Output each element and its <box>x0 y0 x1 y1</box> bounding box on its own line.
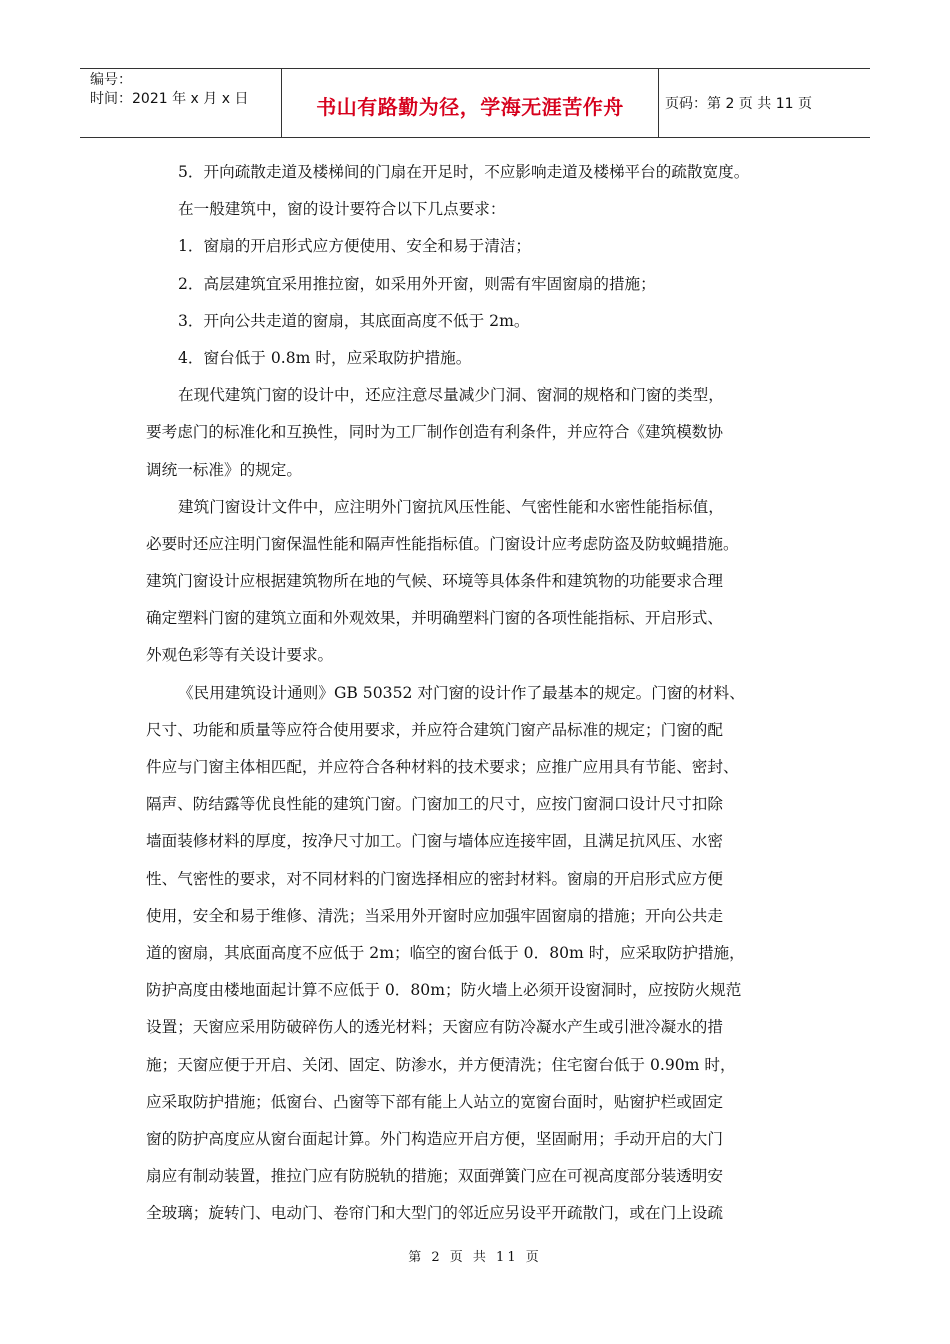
paragraph-line: 建筑门窗设计应根据建筑物所在地的气候、环境等具体条件和建筑物的功能要求合理 <box>146 572 723 591</box>
paragraph-line: 确定塑料门窗的建筑立面和外观效果，并明确塑料门窗的各项性能指标、开启形式、 <box>146 609 723 628</box>
motto-text: 书山有路勤为径，学海无涯苦作舟 <box>316 95 624 119</box>
paragraph-line: 4．窗台低于 0.8m 时，应采取防护措施。 <box>178 348 472 367</box>
document-body <box>146 154 814 1232</box>
header-info-cell <box>80 69 282 137</box>
paragraph-line: 尺寸、功能和质量等应符合使用要求，并应符合建筑门窗产品标准的规定；门窗的配 <box>146 720 723 739</box>
paragraph-line: 全玻璃；旋转门、电动门、卷帘门和大型门的邻近应另设平开疏散门，或在门上设疏 <box>146 1204 723 1223</box>
paragraph-line: 设置；天窗应采用防破碎伤人的透光材料；天窗应有防冷凝水产生或引泄冷凝水的措 <box>146 1018 723 1037</box>
page-footer: 第 2 页 共 11 页 <box>408 1250 542 1265</box>
paragraph-line: 建筑门窗设计文件中，应注明外门窗抗风压性能、气密性能和水密性能指标值， <box>178 497 724 516</box>
paragraph-line: 窗的防护高度应从窗台面起计算。外门构造应开启方便，坚固耐用；手动开启的大门 <box>146 1129 723 1148</box>
paragraph-line: 防护高度由楼地面起计算不应低于 0．80m；防火墙上必须开设窗洞时，应按防火规范 <box>146 981 742 1000</box>
paragraph-line: 调统一标准》的规定。 <box>146 460 302 479</box>
paragraph-line: 外观色彩等有关设计要求。 <box>146 646 334 665</box>
header-motto-cell <box>282 69 659 137</box>
document-time-label: 时间：2021 年 x 月 x 日 <box>90 91 249 107</box>
paragraph-line: 必要时还应注明门窗保温性能和隔声性能指标值。门窗设计应考虑防盗及防蚊蝇措施。 <box>146 534 739 553</box>
document-number-label: 编号： <box>90 72 132 88</box>
document-header <box>80 68 870 138</box>
paragraph-line: 在一般建筑中，窗的设计要符合以下几点要求： <box>178 200 506 219</box>
page-code-label: 页码：第 2 页 共 11 页 <box>665 96 812 112</box>
paragraph-line: 性、气密性的要求，对不同材料的门窗选择相应的密封材料。窗扇的开启形式应方便 <box>146 869 723 888</box>
paragraph-line: 《民用建筑设计通则》GB 50352 对门窗的设计作了最基本的规定。门窗的材料、 <box>178 683 745 702</box>
paragraph-line: 使用，安全和易于维修、清洗；当采用外开窗时应加强牢固窗扇的措施；开向公共走 <box>146 906 723 925</box>
paragraph-line: 5．开向疏散走道及楼梯间的门扇在开足时，不应影响走道及楼梯平台的疏散宽度。 <box>178 163 750 181</box>
paragraph-line: 要考虑门的标准化和互换性，同时为工厂制作创造有利条件，并应符合《建筑模数协 <box>146 423 723 442</box>
paragraph-line: 1．窗扇的开启形式应方便使用、安全和易于清洁； <box>178 237 531 256</box>
paragraph-line: 扇应有制动装置，推拉门应有防脱轨的措施；双面弹簧门应在可视高度部分装透明安 <box>146 1167 723 1186</box>
paragraph-line: 2．高层建筑宜采用推拉窗，如采用外开窗，则需有牢固窗扇的措施； <box>178 274 656 293</box>
header-page-cell <box>659 69 870 137</box>
paragraph-line: 件应与门窗主体相匹配，并应符合各种材料的技术要求；应推广应用具有节能、密封、 <box>146 758 739 776</box>
paragraph-line: 施；天窗应便于开启、关闭、固定、防渗水，并方便清洗；住宅窗台低于 0.90m 时， <box>146 1055 736 1074</box>
paragraph-line: 在现代建筑门窗的设计中，还应注意尽量减少门洞、窗洞的规格和门窗的类型， <box>178 386 724 405</box>
paragraph-line: 隔声、防结露等优良性能的建筑门窗。门窗加工的尺寸，应按门窗洞口设计尺寸扣除 <box>146 795 723 814</box>
paragraph-line: 道的窗扇，其底面高度不应低于 2m；临空的窗台低于 0．80m 时，应采取防护措施， <box>146 943 745 962</box>
paragraph-line: 应采取防护措施；低窗台、凸窗等下部有能上人站立的宽窗台面时，贴窗护栏或固定 <box>146 1092 723 1111</box>
paragraph-line: 墙面装修材料的厚度，按净尺寸加工。门窗与墙体应连接牢固，且满足抗风压、水密 <box>146 832 723 851</box>
paragraph-line: 3．开向公共走道的窗扇，其底面高度不低于 2m。 <box>178 311 530 330</box>
